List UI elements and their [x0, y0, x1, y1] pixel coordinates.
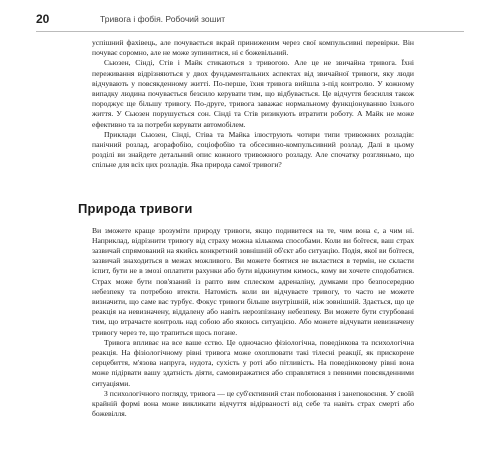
paragraph: Приклади Сьюзен, Сінді, Стіва та Майка ілюструють чотири типи тривожних розладів: панічний розлад, агорафобію, соціофобію та обсесивно-компульсивний розлад. Далі в цьому розділі ви знайдете детальний опис кожного тривожного розладу. Але спочатку розгляньмо, що спільне для всіх цих розладів. Яка природа самої тривоги?: [92, 129, 414, 170]
page-body: [78, 38, 414, 420]
paragraph: З психологічного погляду, тривога — це суб'єктивний стан побоювання і занепокоєння. У своїй крайній формі вона може викликати відчуття відірваності від себе та навіть страх смерті або божевілля.: [92, 388, 414, 419]
paragraph: Сьюзен, Сінді, Стів і Майк стикаються з тривогою. Але це не звичайна тривога. Їхні переживання відрізняються у двох фундаментальних аспектах від звичайної тривоги, яку люди відчувають у повсякденному житті. По-перше, їхня тривога вийшла з-під контролю. У кожному випадку людина почувається безсило керувати тим, що відбувається. Це відчуття безсилля також породжує ще більшу тривогу. По-друге, тривога заважає нормальному функціонуванню їхнього життя. У Сьюзен порушується сон. Сінді та Стів ризикують втратити роботу. А Майк не може ефективно та за потреби керувати автомобілем.: [92, 58, 414, 129]
page-header: [36, 12, 464, 28]
running-head: Тривога і фобія. Робочий зошит: [100, 14, 226, 24]
paragraph: Ви зможете краще зрозуміти природу тривоги, якщо подивитеся на те, чим вона є, а чим ні. Наприклад, відрізнити тривогу від страху можна кількома способами. Коли ви боїтеся, ваш страх зазвичай спрямований на якийсь конкретний зовнішній об'єкт або ситуацію. Подія, якої ви боїтеся, зазвичай знаходиться в межах можливого. Ви можете боятися не вкластися в термін, не скласти іспит, бути не в змозі оплатити рахунки або бути відкинутим кимось, кому ви хочете сподобатися. Страх може бути пов'язаний із рапто вим сплеском адреналіну, думками про безпосередню небезпеку та потребою втекти. Натомість коли ви відчуваєте тривогу, то часто не можете визначити, що саме вас турбує. Фокус тривоги більше внутрішній, ніж зовнішній. Здається, що це реакція на невизначену, віддалену або навіть нерозпізнану небезпеку. Ви можете бути стурбовані тим, що втрачаєте контроль над собою або якоюсь ситуацією. Або можете відчувати невизначену тривогу через те, що трапиться щось погане.: [92, 225, 414, 337]
page-number: 20: [36, 12, 50, 26]
paragraph: успішний фахівець, але почувається вкрай приниженим через свої компульсивні перевірки. Він почуває соромно, але не може зупинитися, ні є божевільний.: [92, 38, 414, 58]
header-divider: [36, 31, 464, 32]
section-heading: Природа тривоги: [78, 200, 193, 216]
paragraph: Тривога впливає на все ваше єство. Це одночасно фізіологічна, поведінкова та психологічна реакція. На фізіологічному рівні тривога може охоплювати такі тілесні реакції, як прискорене серцебиття, м'язова напруга, нудота, сухість у роті або пітливість. На поведінковому рівні вона може підірвати вашу здатність діяти, самовиражатися або справлятися з певними повсякденними ситуаціями.: [92, 337, 414, 388]
